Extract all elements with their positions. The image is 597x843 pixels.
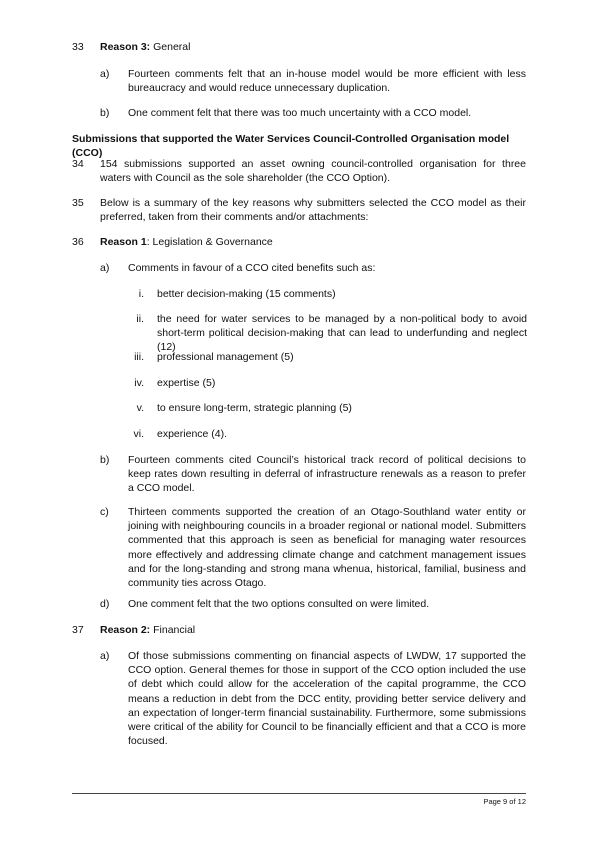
heading-rest: : Legislation & Governance xyxy=(146,236,273,248)
subitem-label: ii. xyxy=(136,313,144,325)
paragraph-heading xyxy=(100,623,526,637)
footer-rule xyxy=(72,793,526,794)
subitem-label: vi. xyxy=(133,428,144,440)
item-label: a) xyxy=(100,262,110,274)
subitem-text: better decision-making (15 comments) xyxy=(157,288,336,300)
paragraph-heading xyxy=(100,40,526,54)
heading-bold: Reason 2: xyxy=(100,624,151,636)
item-label: c) xyxy=(100,506,109,518)
paragraph-heading xyxy=(100,235,526,249)
heading-bold: Reason 3: xyxy=(100,41,151,53)
heading-rest: Financial xyxy=(150,624,196,636)
paragraph-number: 35 xyxy=(72,197,84,209)
paragraph-number: 33 xyxy=(72,41,84,53)
item-text: Of those submissions commenting on financial aspects of LWDW, 17 supported the CCO option. General themes for those in support of the CCO option included the use of debt which could allow for the acceleration of the capital programme, the CCO means a reduction in debt from the DCC entity, providing better service delivery and an expectation of longer-term financial sustainability. Furthermore, some submissions were critical of the ability for Council to be financially efficient and that a CCO is more focused. xyxy=(128,650,526,748)
subitem-text: professional management (5) xyxy=(157,351,294,363)
item-text: Fourteen comments felt that an in-house model would be more efficient with less bureaucracy and would reduce unnecessary duplication. xyxy=(128,68,526,95)
subitem-text: expertise (5) xyxy=(157,377,216,389)
item-label: d) xyxy=(100,598,110,610)
item-text: Fourteen comments cited Council’s historical track record of political decisions to keep rates down resulting in deferral of infrastructure renewals as a reason to prefer a CCO model. xyxy=(128,454,526,495)
item-text: Thirteen comments supported the creation of an Otago-Southland water entity or joining with neighbouring councils in a broader regional or national model. Submitters commented that this approach is seen as beneficial for managing water resources more effectively and addressing climate change and catchment management issues and for the long-standing and strong mana whenua, historical, familial, business and community ties across Otago. xyxy=(128,506,526,590)
subitem-label: iii. xyxy=(134,351,144,363)
paragraph-number: 34 xyxy=(72,158,84,170)
subitem-label: iv. xyxy=(134,377,144,389)
item-label: b) xyxy=(100,454,110,466)
item-text: Comments in favour of a CCO cited benefits such as: xyxy=(128,262,376,274)
page-number: Page 9 of 12 xyxy=(483,797,526,806)
item-text: One comment felt that the two options consulted on were limited. xyxy=(128,598,430,610)
paragraph-text: Below is a summary of the key reasons why submitters selected the CCO model as their preferred, taken from their comments and/or attachments: xyxy=(100,197,526,224)
section-heading: Submissions that supported the Water Services Council-Controlled Organisation model (CCO) xyxy=(72,133,510,160)
heading-rest: General xyxy=(150,41,191,53)
subitem-text: the need for water services to be managed by a non-political body to avoid short-term political decision-making that can lead to underfunding and neglect (12) xyxy=(157,313,527,354)
item-text: One comment felt that there was too much uncertainty with a CCO model. xyxy=(128,107,472,119)
subitem-text: experience (4). xyxy=(157,428,228,440)
subitem-label: v. xyxy=(136,402,144,414)
paragraph-text: 154 submissions supported an asset owning council-controlled organisation for three waters with Council as the sole shareholder (the CCO Option). xyxy=(100,158,526,185)
paragraph-number: 37 xyxy=(72,624,84,636)
paragraph-number: 36 xyxy=(72,236,84,248)
item-label: a) xyxy=(100,68,110,80)
subitem-label: i. xyxy=(138,288,144,300)
subitem-text: to ensure long-term, strategic planning (5) xyxy=(157,402,352,414)
item-label: a) xyxy=(100,650,110,662)
heading-bold: Reason 1 xyxy=(100,236,147,248)
item-label: b) xyxy=(100,107,110,119)
